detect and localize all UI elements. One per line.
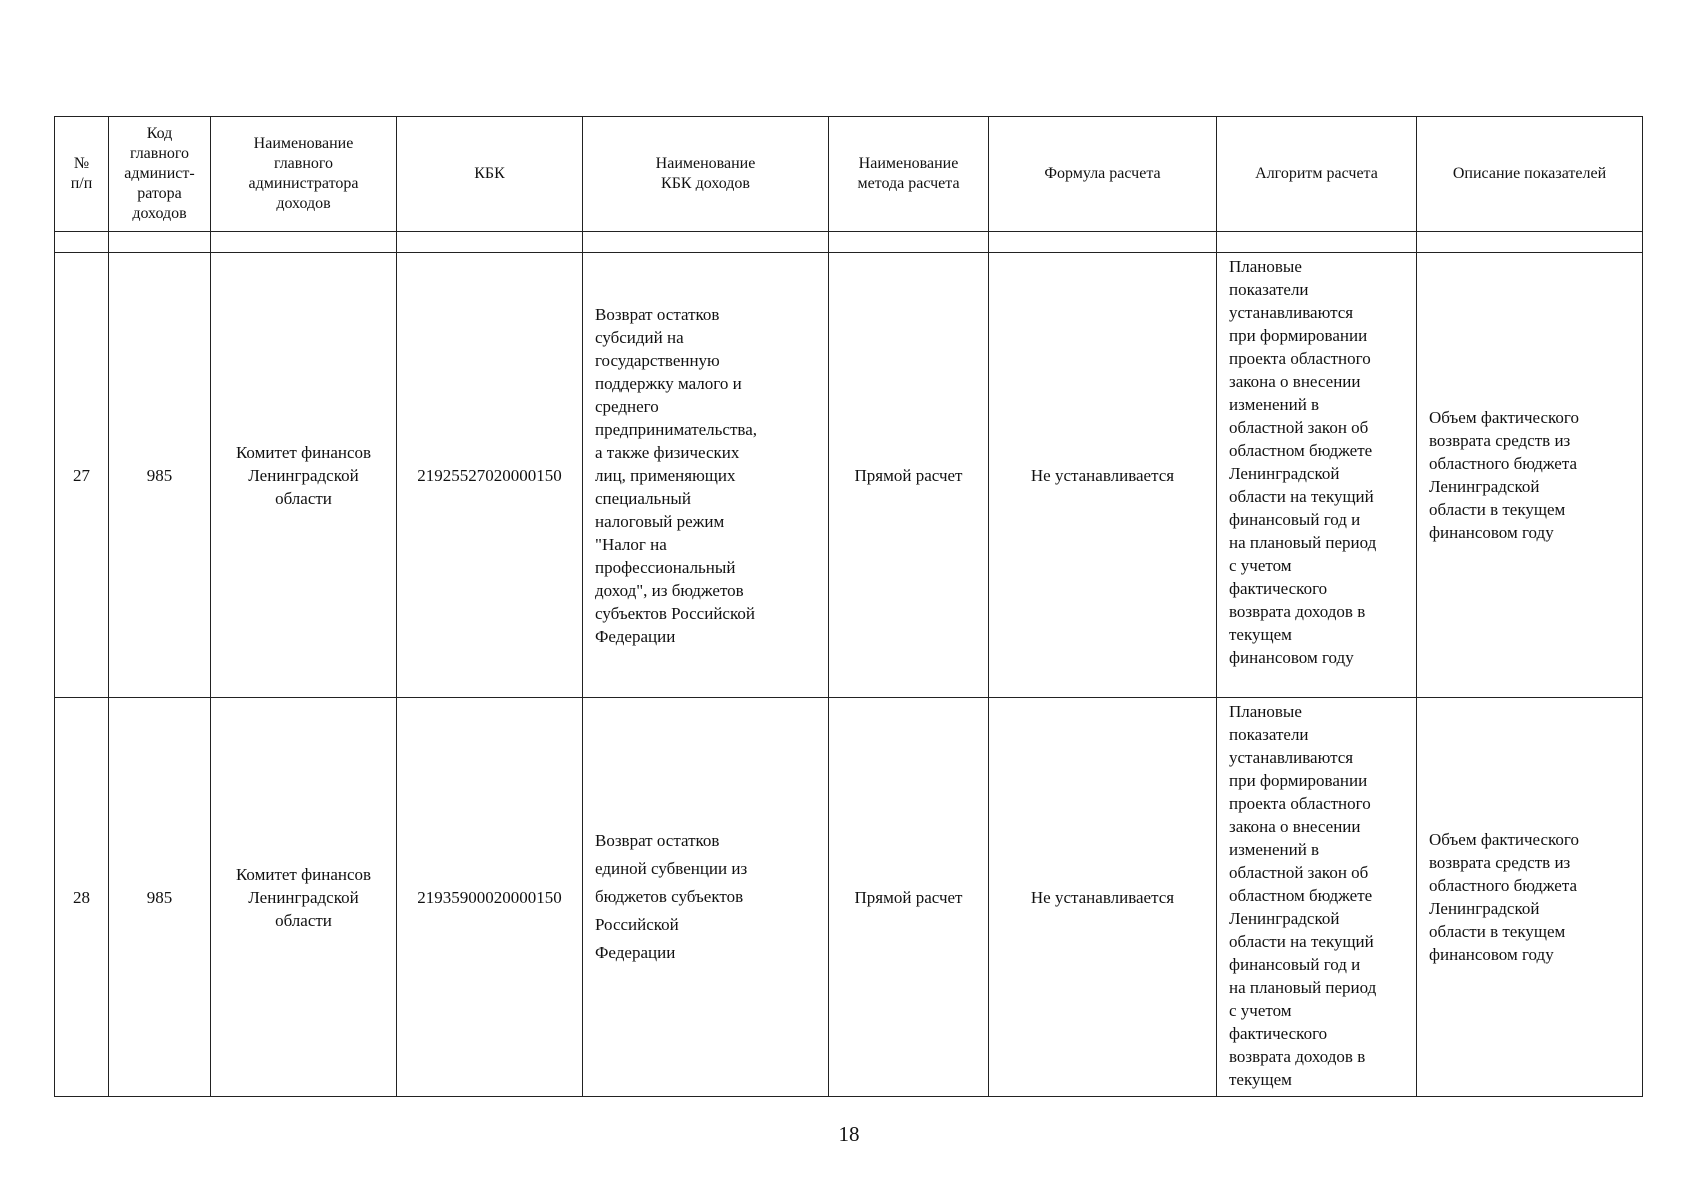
calculation-algorithm: Плановые показатели устанавливаются при формировании проекта областного закона о внесении изменений в областной закон об областном бюджете Ленинградской области на текущий финансовый год и на плановый период с учетом фактического возврата доходов в текущем bbox=[1217, 698, 1417, 1097]
admin-code: 985 bbox=[109, 253, 211, 698]
calculation-algorithm: Плановые показатели устанавливаются при формировании проекта областного закона о внесении изменений в областной закон об областном бюджете Ленинградской области на текущий финансовый год и на плановый период с учетом фактического возврата доходов в текущем финансовом году bbox=[1217, 253, 1417, 698]
admin-name: Комитет финансов Ленинградской области bbox=[211, 253, 397, 698]
header-method: Наименование метода расчета bbox=[829, 117, 989, 232]
calculation-method: Прямой расчет bbox=[829, 698, 989, 1097]
kbk-code: 21925527020000150 bbox=[397, 253, 583, 698]
kbk-name: Возврат остатков единой субвенции из бюджетов субъектов Российской Федерации bbox=[583, 698, 829, 1097]
calculation-formula: Не устанавливается bbox=[989, 698, 1217, 1097]
indicator-description: Объем фактического возврата средств из областного бюджета Ленинградской области в текущем финансовом году bbox=[1417, 253, 1643, 698]
table-row bbox=[55, 698, 1643, 1097]
row-number: 27 bbox=[55, 253, 109, 698]
calculation-method: Прямой расчет bbox=[829, 253, 989, 698]
admin-name: Комитет финансов Ленинградской области bbox=[211, 698, 397, 1097]
header-kbk-name: Наименование КБК доходов bbox=[583, 117, 829, 232]
header-description: Описание показателей bbox=[1417, 117, 1643, 232]
row-number: 28 bbox=[55, 698, 109, 1097]
admin-code: 985 bbox=[109, 698, 211, 1097]
header-formula: Формула расчета bbox=[989, 117, 1217, 232]
kbk-name: Возврат остатков субсидий на государственную поддержку малого и среднего предпринимательства, а также физических лиц, применяющих специальный налоговый режим "Налог на профессиональный доход", из бюджетов субъектов Российской Федерации bbox=[583, 253, 829, 698]
page-number: 18 bbox=[838, 1122, 860, 1146]
kbk-code: 21935900020000150 bbox=[397, 698, 583, 1097]
indicator-description: Объем фактического возврата средств из областного бюджета Ленинградской области в текущем финансовом году bbox=[1417, 698, 1643, 1097]
header-algorithm: Алгоритм расчета bbox=[1217, 117, 1417, 232]
calculation-formula: Не устанавливается bbox=[989, 253, 1217, 698]
revenue-calculation-table bbox=[54, 116, 1643, 1097]
header-row bbox=[55, 117, 1643, 232]
header-row-number: № п/п bbox=[55, 117, 109, 232]
table-row bbox=[55, 253, 1643, 698]
header-admin-code: Код главного админист- ратора доходов bbox=[109, 117, 211, 232]
spacer-row bbox=[55, 232, 1643, 253]
header-admin-name: Наименование главного администратора доходов bbox=[211, 117, 397, 232]
header-kbk: КБК bbox=[397, 117, 583, 232]
